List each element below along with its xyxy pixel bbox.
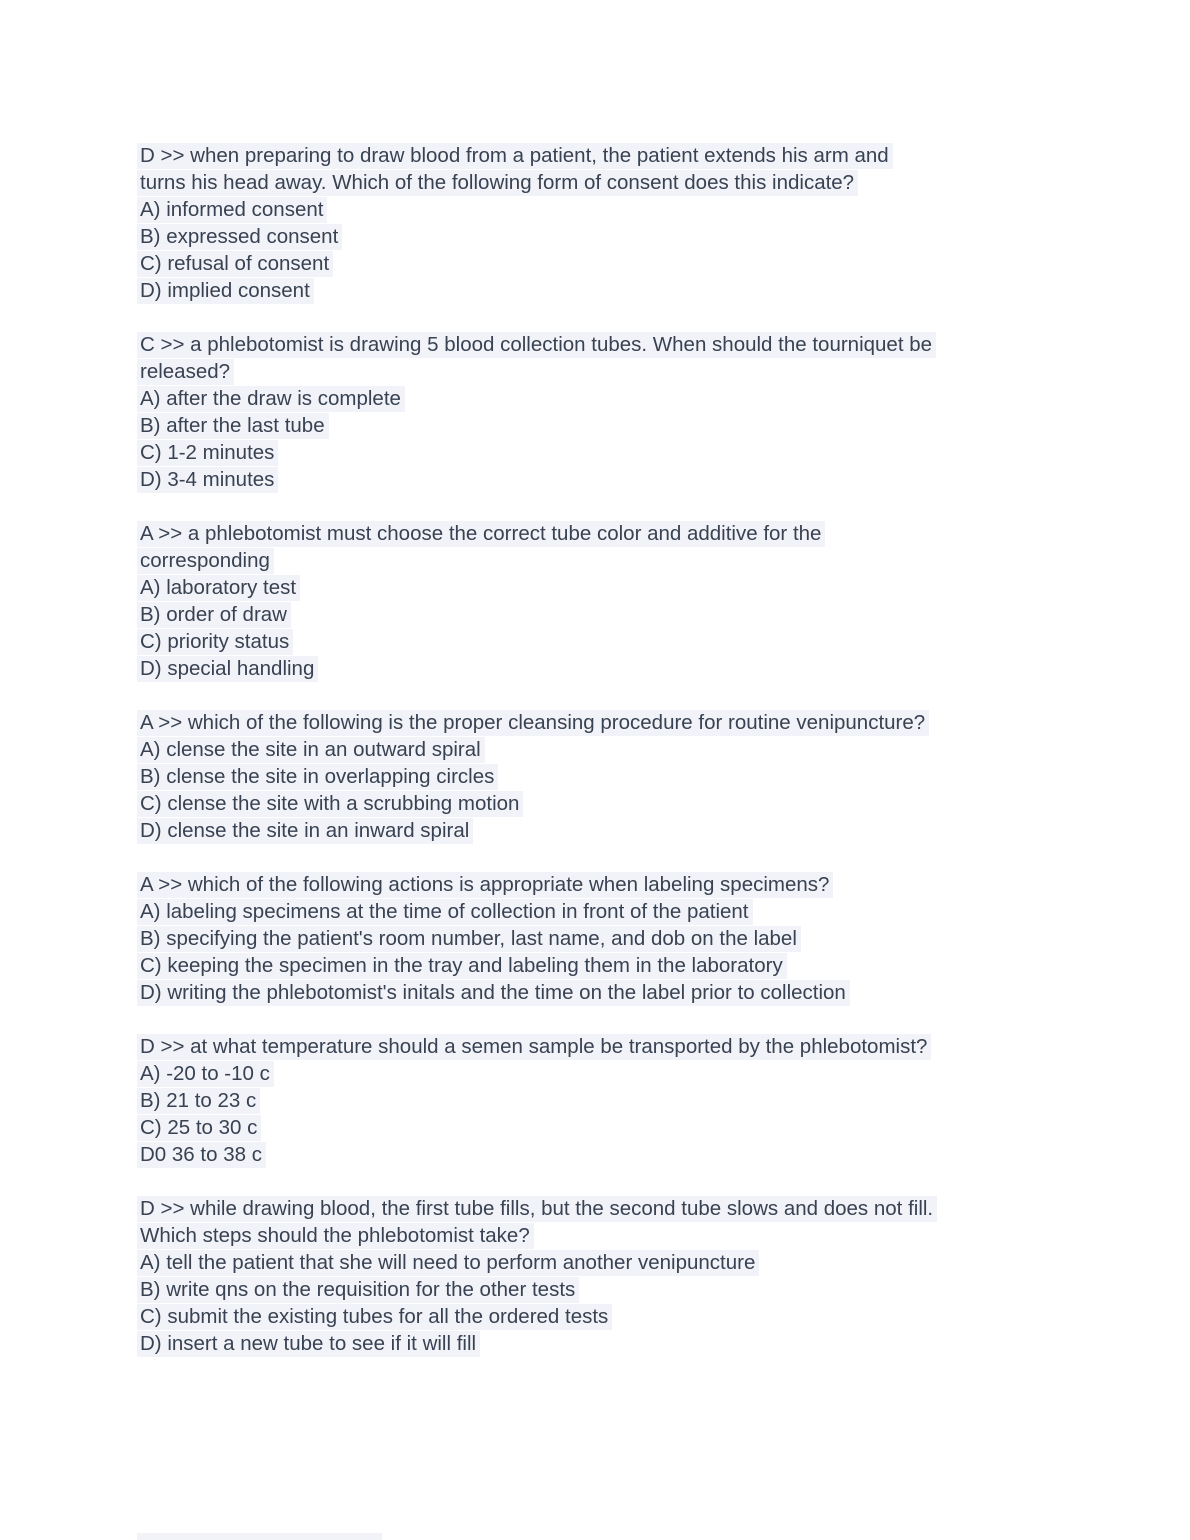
- next-question-cutoff-highlight: [137, 1533, 382, 1540]
- option-line: [140, 736, 1130, 763]
- highlighted-text: A >> a phlebotomist must choose the correct tube color and additive for the: [137, 521, 825, 547]
- question-line: [140, 142, 1130, 169]
- highlighted-text: A) laboratory test: [137, 575, 300, 601]
- highlighted-text: Which steps should the phlebotomist take?: [137, 1223, 534, 1249]
- highlighted-text: A >> which of the following actions is appropriate when labeling specimens?: [137, 872, 833, 898]
- option-line: [140, 1087, 1130, 1114]
- question-line: [140, 331, 1130, 358]
- highlighted-text: D) special handling: [137, 656, 318, 682]
- highlighted-text: D) writing the phlebotomist's initals and the time on the label prior to collection: [137, 980, 850, 1006]
- highlighted-text: B) specifying the patient's room number, last name, and dob on the label: [137, 926, 801, 952]
- highlighted-text: D) implied consent: [137, 278, 314, 304]
- option-line: [140, 1303, 1130, 1330]
- option-line: [140, 898, 1130, 925]
- highlighted-text: D >> at what temperature should a semen sample be transported by the phlebotomist?: [137, 1034, 931, 1060]
- highlighted-text: C) clense the site with a scrubbing motion: [137, 791, 523, 817]
- option-line: [140, 817, 1130, 844]
- question-line: [140, 1033, 1130, 1060]
- highlighted-text: D) clense the site in an inward spiral: [137, 818, 473, 844]
- option-line: [140, 1276, 1130, 1303]
- option-line: [140, 655, 1130, 682]
- question-block: [140, 520, 1130, 682]
- option-line: [140, 601, 1130, 628]
- option-line: [140, 169, 1130, 196]
- highlighted-text: turns his head away. Which of the following form of consent does this indicate?: [137, 170, 858, 196]
- highlighted-text: D) insert a new tube to see if it will fill: [137, 1331, 480, 1357]
- option-line: [140, 1330, 1130, 1357]
- option-line: [140, 466, 1130, 493]
- question-list: [140, 142, 1130, 1384]
- highlighted-text: B) after the last tube: [137, 413, 329, 439]
- highlighted-text: A) after the draw is complete: [137, 386, 405, 412]
- option-line: [140, 385, 1130, 412]
- option-line: [140, 223, 1130, 250]
- question-line: [140, 709, 1130, 736]
- option-line: [140, 763, 1130, 790]
- highlighted-text: D0 36 to 38 c: [137, 1142, 266, 1168]
- question-block: [140, 331, 1130, 493]
- option-line: [140, 1141, 1130, 1168]
- highlighted-text: corresponding: [137, 548, 274, 574]
- question-block: [140, 1195, 1130, 1357]
- highlighted-text: A) clense the site in an outward spiral: [137, 737, 485, 763]
- question-block: [140, 871, 1130, 1006]
- question-block: [140, 709, 1130, 844]
- option-line: [140, 574, 1130, 601]
- highlighted-text: released?: [137, 359, 234, 385]
- question-line: [140, 1195, 1130, 1222]
- question-block: [140, 1033, 1130, 1168]
- highlighted-text: B) 21 to 23 c: [137, 1088, 260, 1114]
- option-line: [140, 1249, 1130, 1276]
- question-block: [140, 142, 1130, 304]
- option-line: [140, 979, 1130, 1006]
- highlighted-text: D) 3-4 minutes: [137, 467, 278, 493]
- option-line: [140, 1114, 1130, 1141]
- option-line: [140, 1222, 1130, 1249]
- option-line: [140, 439, 1130, 466]
- option-line: [140, 277, 1130, 304]
- highlighted-text: C) 25 to 30 c: [137, 1115, 261, 1141]
- highlighted-text: A) labeling specimens at the time of collection in front of the patient: [137, 899, 753, 925]
- highlighted-text: C) refusal of consent: [137, 251, 333, 277]
- highlighted-text: D >> while drawing blood, the first tube fills, but the second tube slows and does not fill.: [137, 1196, 937, 1222]
- highlighted-text: C) priority status: [137, 629, 293, 655]
- highlighted-text: B) order of draw: [137, 602, 291, 628]
- highlighted-text: A) informed consent: [137, 197, 327, 223]
- option-line: [140, 250, 1130, 277]
- highlighted-text: C >> a phlebotomist is drawing 5 blood collection tubes. When should the tourniquet be: [137, 332, 936, 358]
- highlighted-text: A) -20 to -10 c: [137, 1061, 274, 1087]
- question-line: [140, 520, 1130, 547]
- highlighted-text: A >> which of the following is the proper cleansing procedure for routine venipuncture?: [137, 710, 929, 736]
- highlighted-text: B) expressed consent: [137, 224, 342, 250]
- option-line: [140, 790, 1130, 817]
- option-line: [140, 1060, 1130, 1087]
- highlighted-text: A) tell the patient that she will need to perform another venipuncture: [137, 1250, 759, 1276]
- option-line: [140, 952, 1130, 979]
- highlighted-text: C) submit the existing tubes for all the ordered tests: [137, 1304, 612, 1330]
- option-line: [140, 412, 1130, 439]
- highlighted-text: C) 1-2 minutes: [137, 440, 278, 466]
- highlighted-text: B) write qns on the requisition for the other tests: [137, 1277, 579, 1303]
- highlighted-text: C) keeping the specimen in the tray and labeling them in the laboratory: [137, 953, 787, 979]
- option-line: [140, 196, 1130, 223]
- highlighted-text: D >> when preparing to draw blood from a patient, the patient extends his arm and: [137, 143, 893, 169]
- highlighted-text: B) clense the site in overlapping circles: [137, 764, 498, 790]
- question-line: [140, 871, 1130, 898]
- option-line: [140, 925, 1130, 952]
- option-line: [140, 358, 1130, 385]
- option-line: [140, 628, 1130, 655]
- option-line: [140, 547, 1130, 574]
